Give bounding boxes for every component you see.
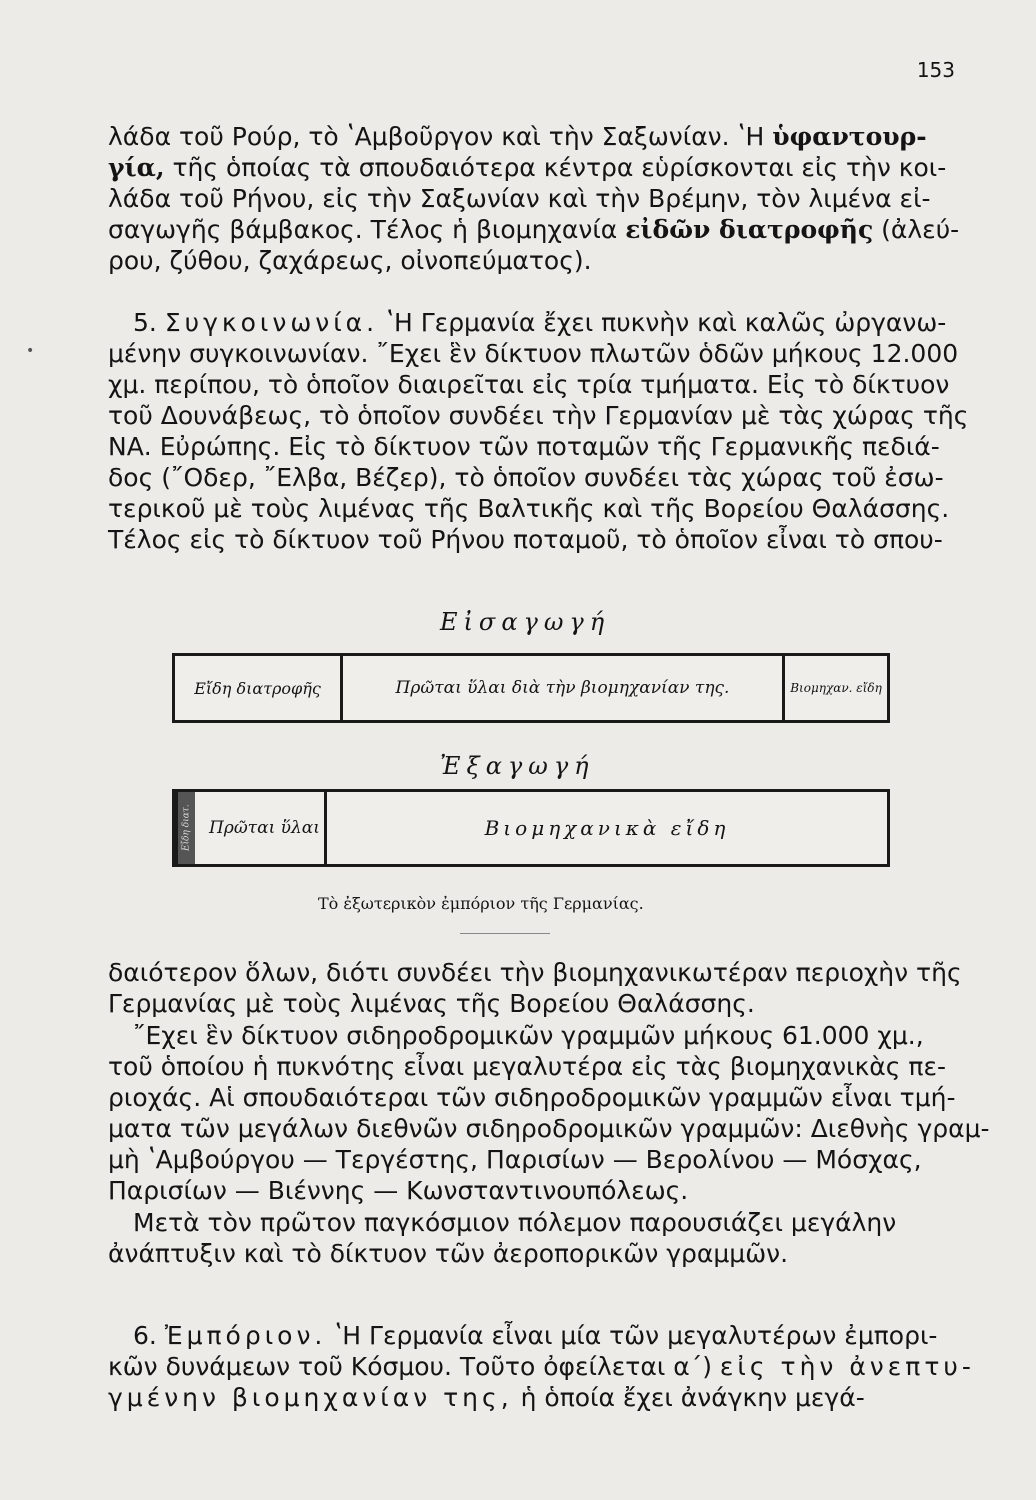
section-heading: Ἐμπόριον.	[164, 1321, 327, 1350]
export-title: Ἐξαγωγή	[440, 752, 595, 780]
export-bar	[172, 789, 890, 867]
page-number: 153	[916, 58, 955, 82]
import-raw-segment: Πρῶται ὕλαι διὰ τὴν βιομηχανίαν της.	[343, 656, 785, 720]
figure-caption: Τὸ ἐξωτερικὸν ἐμπόριον τῆς Γερμανίας.	[318, 894, 644, 913]
export-raw-segment: Πρῶται ὕλαι	[195, 792, 327, 864]
paragraph-air: Μετὰ τὸν πρῶτον παγκόσμιον πόλεμον παρουσιάζει μεγάλην ἀνάπτυξιν καὶ τὸ δίκτυον τῶν ἀεροπορικῶν γραμμῶν.	[108, 1208, 897, 1268]
section-heading: Συγκοινωνία.	[164, 308, 379, 337]
paragraph-industry: λάδα τοῦ Ρούρ, τὸ ʽΑμβοῦργον καὶ τὴν Σαξωνίαν. ʽΗ ὑφαντουρ- γία, τῆς ὁποίας τὰ σπουδαιότερα κέντρα εὑρίσκονται εἰς τὴν κοι- λάδα τοῦ Ρήνου, εἰς τὴν Σαξωνίαν καὶ τὴν Βρέμην, τὸν λιμένα εἰ- σαγωγῆς βάμβακος. Τέλος ἡ βιομηχανία εἰδῶν διατροφῆς (ἀλεύ- ρου, ζύθου, ζαχάρεως, οἰνοπεύματος).	[108, 122, 960, 275]
divider	[460, 933, 550, 934]
margin-mark: •	[26, 343, 35, 359]
paragraph-rhine: δαιότερον ὅλων, διότι συνδέει τὴν βιομηχανικωτέραν περιοχὴν τῆς Γερμανίας μὲ τοὺς λιμένας τῆς Βορείου Θαλάσσης.	[108, 958, 962, 1018]
import-title: Εἰσαγωγή	[440, 608, 611, 636]
paragraph-trade: 6. Ἐμπόριον. ʽΗ Γερμανία εἶναι μία τῶν μεγαλυτέρων ἐμπορι- κῶν δυνάμεων τοῦ Κόσμου. Τοῦτο ὀφείλεται α΄) εἰς τὴν ἀνεπτυ- γμένην βιομηχανίαν της, ἡ ὁποία ἔχει ἀνάγκην μεγά-	[108, 1321, 975, 1412]
import-bar	[172, 653, 890, 723]
paragraph-communication: 5. Συγκοινωνία. ʽΗ Γερμανία ἔχει πυκνὴν καὶ καλῶς ὠργανω- μένην συγκοινωνίαν. ῎Εχει ἓν δίκτυον πλωτῶν ὁδῶν μήκους 12.000 χμ. περίπου, τὸ ὁποῖον διαιρεῖται εἰς τρία τμήματα. Εἰς τὸ δίκτυον τοῦ Δουνάβεως, τὸ ὁποῖον συνδέει τὴν Γερμανίαν μὲ τὰς χώρας τῆς ΝΑ. Εὐρώπης. Εἰς τὸ δίκτυον τῶν ποταμῶν τῆς Γερμανικῆς πεδιά- δος (῎Οδερ, ῎Ελβα, Βέζερ), τὸ ὁποῖον συνδέει τὰς χώρας τοῦ ἐσω- τερικοῦ μὲ τοὺς λιμένας τῆς Βαλτικῆς καὶ τῆς Βορείου Θαλάσσης. Τέλος εἰς τὸ δίκτυον τοῦ Ρήνου ποταμοῦ, τὸ ὁποῖον εἶναι τὸ σπου-	[108, 308, 969, 554]
import-industrial-segment: Βιομηχαν. εἴδη	[790, 681, 882, 695]
export-food-segment: Εἴδη διατ.	[175, 792, 195, 864]
export-industrial-segment: Βιομηχανικὰ εἴδη	[484, 816, 730, 840]
paragraph-railways: ῎Εχει ἓν δίκτυον σιδηροδρομικῶν γραμμῶν μήκους 61.000 χμ., τοῦ ὁποίου ἡ πυκνότης εἶναι μεγαλυτέρα εἰς τὰς βιομηχανικὰς πε- ριοχάς. Αἱ σπουδαιότεραι τῶν σιδηροδρομικῶν γραμμῶν εἶναι τμή- ματα τῶν μεγάλων διεθνῶν σιδηροδρομικῶν γραμμῶν: Διεθνὴς γραμ- μὴ ʽΑμβούργου — Τεργέστης, Παρισίων — Βερολίνου — Μόσχας, Παρισίων — Βιέννης — Κωνσταντινουπόλεως.	[108, 1021, 990, 1205]
import-food-segment: Εἴδη διατροφῆς	[175, 656, 343, 720]
